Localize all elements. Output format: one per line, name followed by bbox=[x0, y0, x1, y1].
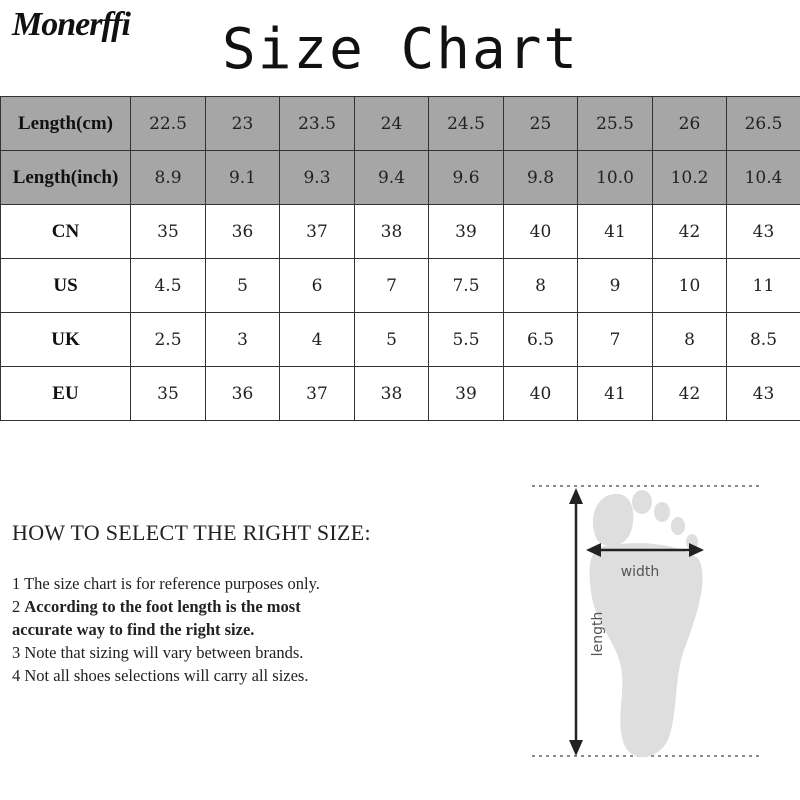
table-cell: 9.8 bbox=[504, 151, 578, 205]
note-4: 4 Not all shoes selections will carry all sizes. bbox=[12, 666, 309, 685]
table-cell: 8.9 bbox=[131, 151, 206, 205]
table-cell: 36 bbox=[206, 367, 280, 421]
table-row bbox=[1, 205, 800, 259]
table-cell: 35 bbox=[131, 367, 206, 421]
table-cell: 23.5 bbox=[280, 97, 355, 151]
table-cell: 9 bbox=[578, 259, 653, 313]
table-row bbox=[1, 151, 800, 205]
row-header: US bbox=[1, 259, 131, 313]
table-cell: 6 bbox=[280, 259, 355, 313]
table-cell: 7 bbox=[355, 259, 429, 313]
table-cell: 24.5 bbox=[429, 97, 504, 151]
table-cell: 38 bbox=[355, 205, 429, 259]
table-cell: 25 bbox=[504, 97, 578, 151]
table-cell: 7.5 bbox=[429, 259, 504, 313]
table-cell: 8.5 bbox=[727, 313, 800, 367]
table-cell: 2.5 bbox=[131, 313, 206, 367]
table-cell: 3 bbox=[206, 313, 280, 367]
table-cell: 39 bbox=[429, 205, 504, 259]
foot-outline-icon bbox=[528, 478, 768, 768]
table-cell: 43 bbox=[727, 367, 800, 421]
row-header: Length(cm) bbox=[1, 97, 131, 151]
table-cell: 8 bbox=[653, 313, 727, 367]
table-cell: 26 bbox=[653, 97, 727, 151]
row-header: CN bbox=[1, 205, 131, 259]
table-cell: 35 bbox=[131, 205, 206, 259]
table-cell: 22.5 bbox=[131, 97, 206, 151]
table-cell: 9.1 bbox=[206, 151, 280, 205]
table-cell: 42 bbox=[653, 205, 727, 259]
page-title: Size Chart bbox=[222, 17, 580, 82]
table-cell: 43 bbox=[727, 205, 800, 259]
table-row bbox=[1, 367, 800, 421]
table-cell: 9.3 bbox=[280, 151, 355, 205]
table-cell: 39 bbox=[429, 367, 504, 421]
table-row bbox=[1, 259, 800, 313]
table-row bbox=[1, 313, 800, 367]
table-cell: 10.4 bbox=[727, 151, 800, 205]
table-cell: 26.5 bbox=[727, 97, 800, 151]
table-cell: 9.4 bbox=[355, 151, 429, 205]
length-label: length bbox=[590, 611, 606, 657]
table-cell: 40 bbox=[504, 367, 578, 421]
table-cell: 5 bbox=[355, 313, 429, 367]
table-cell: 24 bbox=[355, 97, 429, 151]
table-cell: 23 bbox=[206, 97, 280, 151]
notes-list bbox=[12, 572, 492, 687]
table-cell: 4 bbox=[280, 313, 355, 367]
note-2: 2 According to the foot length is the most bbox=[12, 597, 301, 616]
table-cell: 9.6 bbox=[429, 151, 504, 205]
note-3: 3 Note that sizing will vary between brands. bbox=[12, 643, 304, 662]
table-cell: 42 bbox=[653, 367, 727, 421]
table-row bbox=[1, 97, 800, 151]
size-table bbox=[0, 96, 800, 421]
table-cell: 38 bbox=[355, 367, 429, 421]
table-cell: 11 bbox=[727, 259, 800, 313]
table-cell: 41 bbox=[578, 367, 653, 421]
table-cell: 8 bbox=[504, 259, 578, 313]
table-cell: 10 bbox=[653, 259, 727, 313]
row-header: Length(inch) bbox=[1, 151, 131, 205]
width-label: width bbox=[620, 564, 660, 580]
length-arrow-bottom bbox=[569, 740, 583, 756]
table-cell: 40 bbox=[504, 205, 578, 259]
foot-measure-diagram bbox=[528, 478, 768, 768]
table-cell: 4.5 bbox=[131, 259, 206, 313]
table-cell: 37 bbox=[280, 205, 355, 259]
row-header: UK bbox=[1, 313, 131, 367]
row-header: EU bbox=[1, 367, 131, 421]
note-2-continued: accurate way to find the right size. bbox=[12, 620, 255, 639]
table-cell: 10.2 bbox=[653, 151, 727, 205]
howto-title: HOW TO SELECT THE RIGHT SIZE: bbox=[12, 520, 371, 545]
note-1: 1 The size chart is for reference purposes only. bbox=[12, 574, 320, 593]
length-arrow-top bbox=[569, 488, 583, 504]
table-cell: 25.5 bbox=[578, 97, 653, 151]
table-cell: 5 bbox=[206, 259, 280, 313]
table-cell: 10.0 bbox=[578, 151, 653, 205]
table-cell: 5.5 bbox=[429, 313, 504, 367]
table-cell: 7 bbox=[578, 313, 653, 367]
table-cell: 41 bbox=[578, 205, 653, 259]
brand-logo: Monerffi bbox=[12, 6, 130, 43]
foot-shape bbox=[590, 490, 703, 757]
table-cell: 6.5 bbox=[504, 313, 578, 367]
table-cell: 36 bbox=[206, 205, 280, 259]
table-cell: 37 bbox=[280, 367, 355, 421]
